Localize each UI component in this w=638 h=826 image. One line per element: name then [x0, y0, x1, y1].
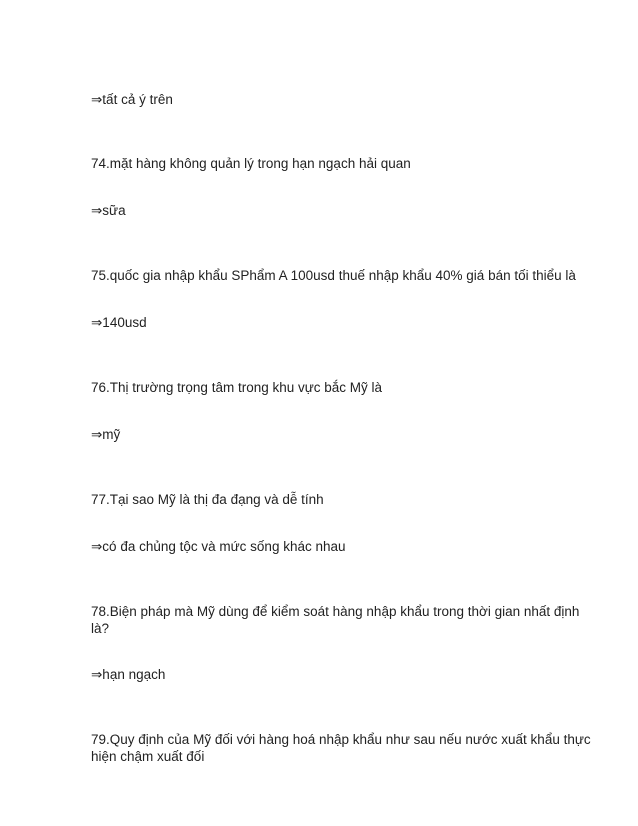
question-75: 75.quốc gia nhập khẩu SPhẩm A 100usd thuế nhập khẩu 40% giá bán tối thiểu là	[91, 268, 576, 283]
question-79: 79.Quy định của Mỹ đối với hàng hoá nhập khẩu như sau nếu nước xuất khẩu thực hiện chậm xuất đối	[91, 732, 591, 764]
answer-line: ⇒tất cả ý trên	[91, 92, 173, 107]
question-77: 77.Tại sao Mỹ là thị đa đạng và dễ tính	[91, 492, 324, 507]
answer-77: ⇒có đa chủng tộc và mức sống khác nhau	[91, 539, 346, 554]
answer-78: ⇒hạn ngạch	[91, 667, 166, 682]
question-76: 76.Thị trường trọng tâm trong khu vực bắc Mỹ là	[91, 380, 383, 395]
question-78: 78.Biện pháp mà Mỹ dùng để kiểm soát hàng nhập khẩu trong thời gian nhất định là?	[91, 604, 580, 636]
answer-76: ⇒mỹ	[91, 427, 121, 442]
answer-75: ⇒140usd	[91, 315, 147, 330]
question-74: 74.mặt hàng không quản lý trong hạn ngạch hải quan	[91, 156, 411, 171]
answer-74: ⇒sữa	[91, 203, 126, 218]
